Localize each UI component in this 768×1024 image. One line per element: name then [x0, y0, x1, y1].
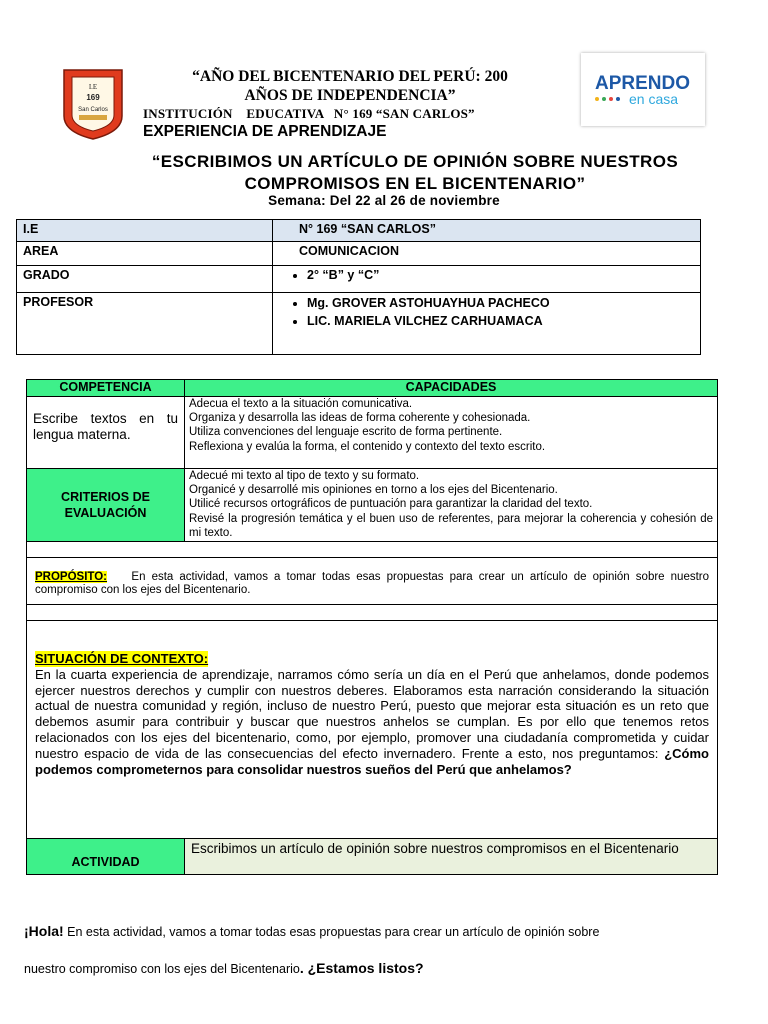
situacion-text: En la cuarta experiencia de aprendizaje, narramos cómo sería un día en el Perú que anhelamos, donde podemos ejercer nuestros derechos y cumplir con nuestros deberes. Elaboramos esta narración considerando la situación actual de nuestra comunidad y región, incluso de nuestro Perú, puesto que mejorar esta situación es un reto que debemos asumir para contribuir y buscar que nuestros anhelos se cumplan. Es por ello que tenemos retos relacionados con los ejes del bicentenario, como, por ejemplo, promover una ciudadanía comprometida y cuidar nuestro espacio de vida de las consecuencias del efecto invernadero. Frente a esto, nos preguntamos:	[35, 666, 709, 761]
situacion-cell	[27, 621, 718, 839]
year-motto-line2: AÑOS DE INDEPENDENCIA”	[244, 87, 456, 104]
info-row-profesor	[17, 293, 701, 355]
crest-number-text: 169	[86, 93, 100, 102]
situacion-question: ¿Cómo podemos comprometernos para consolidar nuestros sueños del Perú que anhelamos?	[35, 745, 709, 777]
competencia-row	[27, 397, 718, 469]
criterio-item: Revisé la progresión temática y el buen uso de referentes, para mejorar la coherencia y cohesión de mi texto.	[189, 512, 713, 539]
activity-title	[80, 151, 750, 195]
criterios-label: CRITERIOS DE EVALUACIÓN	[27, 469, 185, 542]
closing-line2	[24, 960, 424, 976]
capacidades-column-header: CAPACIDADES	[185, 380, 718, 397]
closing-line1	[24, 923, 599, 939]
competencias-table	[26, 379, 718, 875]
school-crest-logo	[62, 68, 124, 140]
capacidad-item: Adecua el texto a la situación comunicativa.	[189, 398, 413, 410]
criterio-item: Organicé y desarrollé mis opiniones en torno a los ejes del Bicentenario.	[189, 484, 558, 497]
capacidad-item: Utiliza convenciones del lenguaje escrito de forma pertinente.	[189, 426, 503, 439]
profesor-name: • LIC. MARIELA VILCHEZ CARHUAMACA	[307, 314, 694, 328]
spacer-row	[27, 605, 718, 621]
actividad-label: ACTIVIDAD	[27, 839, 185, 875]
activity-title-line2: COMPROMISOS EN EL BICENTENARIO”	[244, 174, 586, 193]
ie-label: I.E	[17, 220, 273, 242]
closing-text-2: nuestro compromiso con los ejes del Bicentenario	[24, 962, 300, 976]
crest-ie-text: I.E	[88, 83, 98, 91]
grado-label: GRADO	[17, 266, 273, 293]
competencias-header-row	[27, 380, 718, 397]
info-table	[16, 219, 701, 355]
activity-title-line1: “ESCRIBIMOS UN ARTÍCULO DE OPINIÓN SOBRE NUESTROS	[151, 152, 679, 171]
area-value: COMUNICACION	[273, 242, 701, 266]
profesor-label: PROFESOR	[17, 293, 273, 355]
proposito-row	[27, 558, 718, 605]
proposito-text: En esta actividad, vamos a tomar todas esas propuestas para crear un artículo de opinión sobre nuestro compromiso con los ejes del Bicentenario.	[35, 571, 710, 596]
week-line: Semana: Del 22 al 26 de noviembre	[268, 193, 500, 208]
closing-text-1: En esta actividad, vamos a tomar todas esas propuestas para crear un artículo de opinión sobre	[63, 925, 600, 939]
actividad-text: Escribimos un artículo de opinión sobre nuestros compromisos en el Bicentenario	[185, 839, 718, 875]
criterio-item: Utilicé recursos ortográficos de puntuación para garantizar la claridad del texto.	[189, 498, 593, 511]
area-label: AREA	[17, 242, 273, 266]
proposito-cell	[27, 558, 718, 605]
capacidades-list	[185, 397, 718, 469]
capacidad-item: Organiza y desarrolla las ideas de forma coherente y cohesionada.	[189, 412, 531, 425]
aprendo-word: APRENDO	[595, 73, 691, 94]
competencia-name: Escribe textos en tu lengua materna.	[27, 397, 185, 469]
crest-name-text: San Carlos	[78, 107, 108, 113]
aprendo-en-casa-logo	[581, 53, 705, 126]
info-row-ie	[17, 220, 701, 242]
info-row-grado	[17, 266, 701, 293]
proposito-label: PROPÓSITO:	[35, 571, 107, 583]
competencia-column-header: COMPETENCIA	[27, 380, 185, 397]
ready-question: . ¿Estamos listos?	[299, 960, 424, 976]
hola-greeting: ¡Hola!	[24, 923, 64, 939]
situacion-row	[27, 621, 718, 839]
en-casa-word: en casa	[629, 91, 679, 107]
criterios-list	[185, 469, 718, 542]
situacion-label: SITUACIÓN DE CONTEXTO:	[35, 651, 209, 666]
info-row-area	[17, 242, 701, 266]
profesor-name: • Mg. GROVER ASTOHUAYHUA PACHECO	[307, 296, 694, 310]
criterios-row	[27, 469, 718, 542]
year-motto-line1: “AÑO DEL BICENTENARIO DEL PERÚ: 200	[192, 68, 508, 85]
spacer-row	[27, 542, 718, 558]
experience-heading: EXPERIENCIA DE APRENDIZAJE	[143, 123, 387, 140]
year-motto	[140, 67, 560, 105]
capacidad-item: Reflexiona y evalúa la forma, el contenido y contexto del texto escrito.	[189, 440, 546, 453]
institution-line: INSTITUCIÓN EDUCATIVA N° 169 “SAN CARLOS”	[143, 106, 475, 121]
criterio-item: Adecué mi texto al tipo de texto y su formato.	[189, 470, 420, 482]
grado-value: • 2° “B” y “C”	[307, 268, 694, 282]
ie-value: N° 169 “SAN CARLOS”	[273, 220, 701, 242]
actividad-row	[27, 839, 718, 875]
